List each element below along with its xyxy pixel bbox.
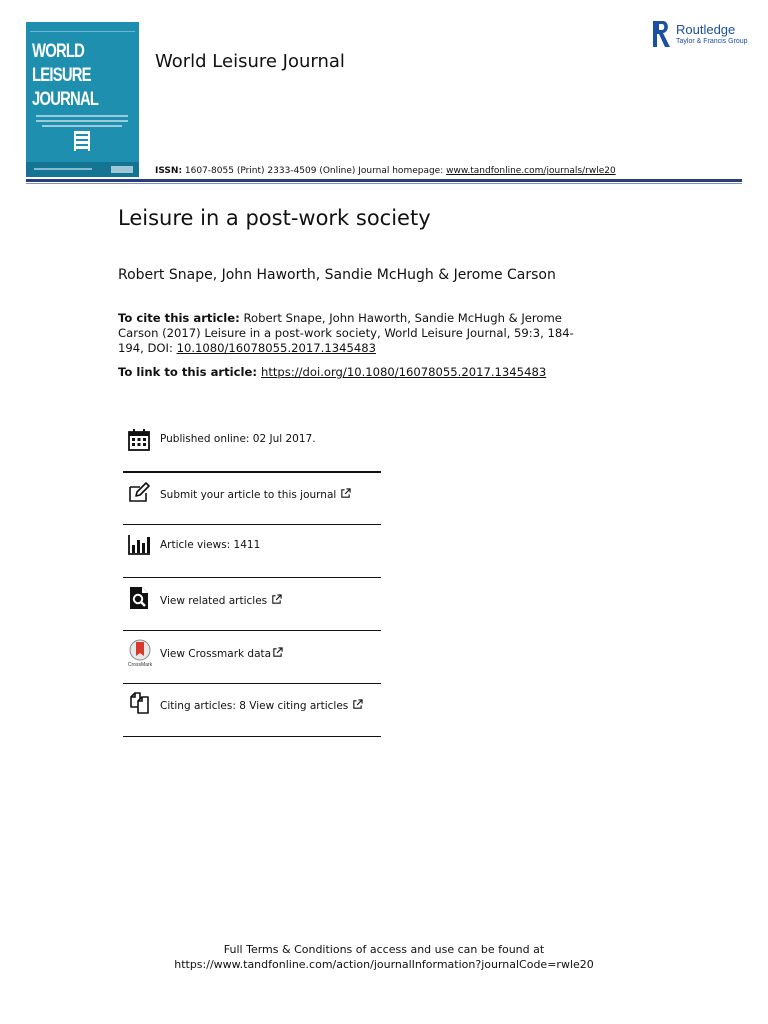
published-date: Published online: 02 Jul 2017. <box>160 433 316 445</box>
related-articles-link[interactable] <box>160 594 282 607</box>
article-views-count: Article views: 1411 <box>160 539 261 551</box>
terms-footer <box>0 942 768 972</box>
routledge-r-icon <box>652 20 672 48</box>
divider <box>123 577 381 578</box>
publisher-name: Routledge <box>676 22 736 37</box>
divider <box>123 524 381 525</box>
document-search-icon <box>127 586 151 610</box>
external-link-icon <box>352 699 363 710</box>
divider <box>123 683 381 684</box>
cover-subtitle-line <box>36 120 128 122</box>
citation-block <box>118 311 598 356</box>
citing-articles-row[interactable] <box>123 691 381 719</box>
external-link-icon <box>272 647 283 658</box>
journal-name[interactable]: World Leisure Journal <box>155 51 345 72</box>
related-articles-row[interactable] <box>123 586 381 614</box>
publisher-group: Taylor & Francis Group <box>676 38 748 45</box>
external-link-icon <box>340 488 351 499</box>
journal-cover-image <box>26 22 139 177</box>
terms-url[interactable]: https://www.tandfonline.com/action/journalInformation?journalCode=rwle20 <box>174 958 594 971</box>
divider <box>123 471 381 473</box>
crossmark-icon-label: CrossMark <box>127 662 153 667</box>
divider <box>123 630 381 631</box>
cover-subtitle-line <box>42 125 122 127</box>
issn-text: 1607-8055 (Print) 2333-4509 (Online) Journal homepage: <box>182 166 447 176</box>
cover-footer-band <box>26 162 139 177</box>
calendar-icon <box>127 428 151 452</box>
edit-icon <box>127 481 151 505</box>
copy-documents-icon <box>127 691 151 715</box>
header-rule <box>26 179 742 182</box>
cover-subtitle-line <box>36 115 128 117</box>
cover-badge <box>74 131 90 151</box>
article-title: Leisure in a post-work society <box>118 206 431 230</box>
citing-articles-link[interactable] <box>160 699 363 712</box>
header-rule-thin <box>26 183 742 184</box>
link-label: To link to this article: <box>118 365 257 379</box>
related-articles-label: View related articles <box>160 595 268 607</box>
submit-article-link[interactable] <box>160 488 351 501</box>
crossmark-row[interactable] <box>123 639 381 669</box>
terms-line: Full Terms & Conditions of access and use can be found at <box>223 943 545 956</box>
article-authors: Robert Snape, John Haworth, Sandie McHugh & Jerome Carson <box>118 267 556 283</box>
cover-title-line: WORLD <box>32 41 85 62</box>
published-row <box>123 428 381 456</box>
publisher-logo[interactable] <box>652 20 747 52</box>
submit-article-row[interactable] <box>123 481 381 511</box>
cite-doi-link[interactable]: 10.1080/16078055.2017.1345483 <box>176 341 376 355</box>
crossmark-link[interactable] <box>160 647 283 660</box>
cover-top-line <box>30 26 135 32</box>
issn-line <box>155 166 616 176</box>
cover-title <box>32 40 110 112</box>
bar-chart-icon <box>127 533 151 557</box>
submit-article-label: Submit your article to this journal <box>160 489 337 501</box>
article-doi-link[interactable]: https://doi.org/10.1080/16078055.2017.1345483 <box>260 365 547 379</box>
article-link-line <box>118 365 546 379</box>
citing-articles-label: Citing articles: 8 View citing articles <box>160 700 349 712</box>
issn-label: ISSN: <box>155 166 183 176</box>
cover-title-line: JOURNAL <box>32 89 99 110</box>
external-link-icon <box>271 594 282 605</box>
journal-homepage-link[interactable]: www.tandfonline.com/journals/rwle20 <box>446 166 616 176</box>
crossmark-label: View Crossmark data <box>160 648 272 660</box>
cite-label: To cite this article: <box>118 311 240 325</box>
cover-title-line: LEISURE <box>32 65 91 86</box>
article-views-row <box>123 533 381 561</box>
divider <box>123 736 381 737</box>
cite-text: Robert Snape, John Haworth, Sandie McHugh & Jerome Carson (2017) Leisure in a post-work society, World Leisure Journal, 59:3, 184-194, DOI: <box>118 311 574 355</box>
crossmark-icon <box>127 639 153 667</box>
